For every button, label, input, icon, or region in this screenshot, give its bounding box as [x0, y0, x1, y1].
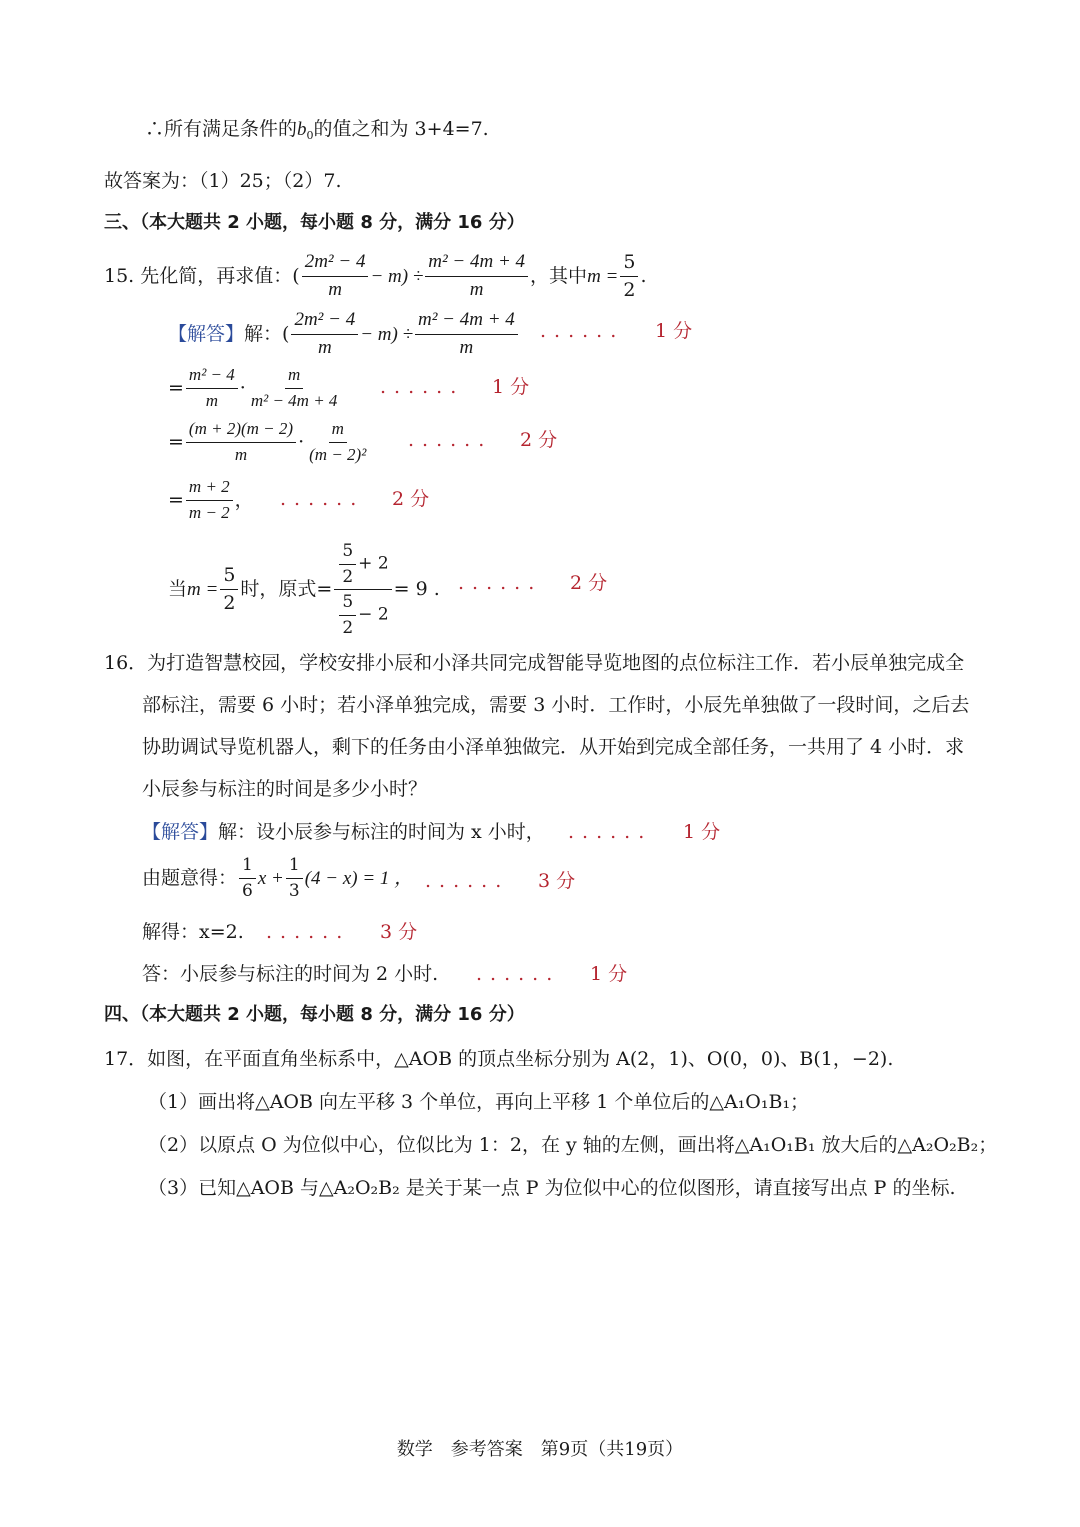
- score-dots: ......: [568, 821, 653, 843]
- denominator: m: [205, 390, 218, 410]
- score-dots: ......: [266, 921, 351, 943]
- minus-m: − m) ÷: [370, 265, 424, 287]
- q16-final: 答：小辰参与标注的时间为 2 小时.: [142, 963, 439, 985]
- q15-answer-line1: [168, 310, 520, 359]
- score-dots: ......: [425, 870, 510, 892]
- q16-line1: 16．为打造智慧校园，学校安排小辰和小泽共同完成智能导览地图的点位标注工作．若小辰单独完成全: [104, 652, 965, 674]
- numerator: [334, 542, 391, 590]
- denominator: 2: [342, 566, 354, 587]
- fraction: [620, 252, 638, 301]
- fraction: [186, 366, 238, 410]
- equals: =: [316, 578, 333, 601]
- answer-summary: 故答案为：（1）25；（2）7.: [104, 170, 342, 192]
- x-plus: x +: [257, 867, 284, 889]
- score-label: 1 分: [683, 821, 721, 843]
- page-footer: 数学 参考答案 第9页（共19页）: [396, 1439, 684, 1460]
- denominator: 6: [242, 880, 253, 901]
- fraction: [220, 565, 238, 614]
- numerator: 2m² − 4: [302, 252, 369, 277]
- q15-prompt: [104, 252, 647, 301]
- denominator: m: [469, 278, 484, 300]
- comma: ，: [234, 488, 254, 511]
- paren-open: (: [292, 264, 300, 287]
- denominator: m: [459, 336, 474, 358]
- fraction: [415, 310, 518, 359]
- score-dots: ......: [380, 376, 465, 398]
- q16-line2: 部标注，需要 6 小时；若小泽单独完成，需要 3 小时．工作时，小辰先单独做了一段时间，之后去: [142, 694, 970, 716]
- section-four-heading: 四、（本大题共 2 小题，每小题 8 分，满分 16 分）: [104, 1004, 525, 1025]
- numerator: m + 2: [186, 478, 233, 501]
- equals: =: [168, 430, 184, 453]
- numerator: m² − 4m + 4: [415, 310, 518, 335]
- q17-line1: 17．如图，在平面直角坐标系中，△AOB 的顶点坐标分别为 A(2，1)、O(0，0)、B(1，−2).: [104, 1048, 894, 1070]
- numerator: 1: [286, 856, 303, 879]
- denominator: m: [328, 278, 342, 300]
- score-label: 2 分: [392, 488, 430, 510]
- fraction: [286, 856, 303, 900]
- fraction: [339, 593, 356, 637]
- score-label: 1 分: [492, 376, 530, 398]
- therefore-text: ∴所有满足条件的: [145, 118, 298, 140]
- period: .: [640, 264, 647, 287]
- score-dots: ......: [280, 488, 365, 510]
- numerator: 5: [620, 252, 638, 277]
- equation-label: 由题意得：: [142, 866, 238, 889]
- answer-tag: 【解答】: [168, 322, 245, 345]
- fraction: [186, 420, 296, 464]
- shi-text: 时，原式: [240, 578, 317, 601]
- therefore-line: [145, 120, 489, 141]
- numerator: 2m² − 4: [291, 310, 358, 335]
- where-text: ，其中: [530, 264, 588, 287]
- numerator: m: [329, 420, 347, 443]
- therefore-rest: 的值之和为 3+4=7.: [313, 118, 489, 140]
- q17-part2: （2）以原点 O 为位似中心，位似比为 1：2，在 y 轴的左侧，画出将△A₁O₁B₁ 放大后的△A₂O₂B₂；: [148, 1134, 998, 1156]
- fraction: [306, 420, 369, 464]
- minus-m: − m) ÷: [360, 323, 414, 345]
- fraction: [302, 252, 369, 301]
- numerator: 5: [339, 593, 356, 616]
- q16-line3: 协助调试导览机器人，剩下的任务由小泽单独做完．从开始到完成全部任务，一共用了 4 小时．求: [142, 736, 965, 758]
- score-dots: ......: [540, 320, 625, 342]
- q17-part1: （1）画出将△AOB 向左平移 3 个单位，再向上平移 1 个单位后的△A₁O₁B₁；: [148, 1091, 810, 1113]
- score-label: 1 分: [655, 320, 693, 342]
- denominator: m: [234, 444, 248, 464]
- q17-part3: （3）已知△AOB 与△A₂O₂B₂ 是关于某一点 P 为位似中心的位似图形，请直接写出点 P 的坐标.: [148, 1177, 956, 1199]
- denominator: 2: [342, 618, 354, 639]
- fraction: [339, 542, 356, 586]
- denominator: 3: [288, 880, 300, 901]
- equals-nine: = 9 .: [393, 578, 440, 601]
- score-dots: ......: [408, 429, 493, 451]
- numerator: 5: [220, 565, 238, 590]
- fraction: [186, 478, 233, 522]
- equation-tail: (4 − x) = 1 ，: [304, 867, 414, 889]
- q15-step2: = $\frac{(m + 2)(m - 2)}{m}$ · $\frac{m}{\text{(m − 2)²}}$: [168, 420, 371, 464]
- q16-equation: [142, 856, 413, 900]
- denominator: m: [317, 336, 332, 358]
- equals: =: [168, 488, 184, 511]
- denominator: 2: [223, 592, 236, 615]
- q15-prompt-text: 先化简，再求值：: [140, 264, 293, 287]
- answer-tag: 【解答】: [142, 821, 219, 843]
- q15-step4: [168, 542, 440, 638]
- dang-text: 当: [168, 578, 188, 601]
- var-b-sub: 0: [306, 129, 314, 142]
- fraction: [248, 366, 341, 410]
- q16-line4: 小辰参与标注的时间是多少小时？: [142, 778, 428, 800]
- score-label: 3 分: [538, 870, 576, 892]
- equals: =: [168, 376, 184, 399]
- score-dots: ......: [476, 963, 561, 985]
- minus-two: − 2: [358, 605, 389, 626]
- denominator: [334, 590, 391, 637]
- complex-fraction: [334, 542, 391, 638]
- numerator: m² − 4m + 4: [425, 252, 528, 277]
- numerator: (m + 2)(m − 2): [186, 420, 296, 443]
- q15-step1: = $\frac{\text{m² − 4}}{m}$ · $\frac{m}{\text{m² − 4m + 4}}$: [168, 366, 342, 410]
- paren-open: (: [282, 322, 290, 345]
- m-equals: m =: [587, 265, 619, 287]
- denominator: (m − 2)²: [309, 444, 367, 464]
- var-b: b: [297, 119, 307, 140]
- numerator: 5: [339, 542, 356, 565]
- jie-text: 解：: [244, 322, 283, 345]
- score-label: 2 分: [520, 429, 558, 451]
- plus-two: + 2: [358, 553, 389, 574]
- fraction: [425, 252, 528, 301]
- numerator: 1: [239, 856, 256, 879]
- q16-answer-line: [142, 823, 545, 842]
- fraction: [239, 856, 256, 900]
- score-label: 1 分: [590, 963, 628, 985]
- m-equals: m =: [187, 579, 219, 601]
- score-label: 3 分: [380, 921, 418, 943]
- q15-step3: [168, 478, 254, 522]
- score-dots: ......: [458, 572, 543, 594]
- q16-solve: 解得：x=2.: [142, 921, 244, 943]
- numerator: m: [285, 366, 303, 389]
- score-label: 2 分: [570, 572, 608, 594]
- denominator: 2: [623, 278, 636, 301]
- numerator: m² − 4: [186, 366, 238, 389]
- section-three-heading: 三、（本大题共 2 小题，每小题 8 分，满分 16 分）: [104, 212, 525, 233]
- fraction: [291, 310, 358, 359]
- denominator: m² − 4m + 4: [250, 390, 338, 410]
- q15-number: 15.: [104, 264, 135, 287]
- denominator: m − 2: [188, 502, 230, 522]
- answer-text: 解：设小辰参与标注的时间为 x 小时，: [218, 821, 545, 843]
